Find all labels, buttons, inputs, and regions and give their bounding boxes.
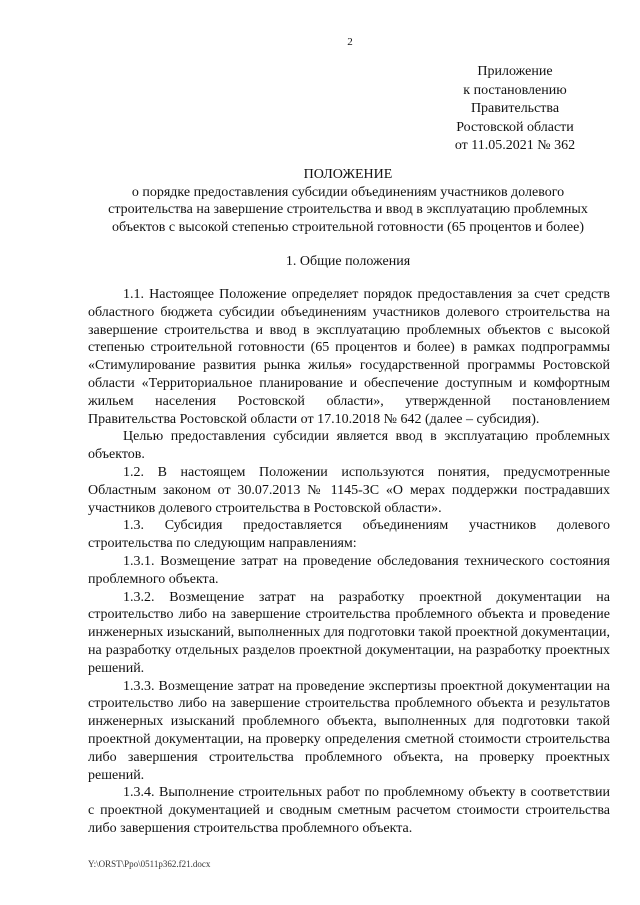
section-heading: 1. Общие положения [285,254,411,269]
page-number: 2 [347,36,353,48]
annex-line: к постановлению [463,82,567,98]
annex-line: Приложение [477,64,553,79]
paragraph-1-1: 1.1. Настоящее Положение определяет порядок предоставления за счет средств областного бюджета субсидии объединениям участников долевого строительства на завершение строительства и ввод в эксплуатацию проблемных объектов с высокой степенью строительной готовности (65 процентов и более) в рамках подпрограммы «Стимулирование развития рынка жилья» государственной программы Ростовской области «Территориальное планирование и обеспечение доступным и комфортным жильем населения Ростовской области», утвержденной постановлением Правительства Ростовской области от 17.10.2018 № 642 (далее – субсидия). [88,287,610,427]
body-text [88,286,610,838]
paragraph-1-3-1: 1.3.1. Возмещение затрат на проведение обследования технического состояния проблемного объекта. [88,553,610,587]
paragraph-1-3-4: 1.3.4. Выполнение строительных работ по проблемному объекту в соответствии с проектной документацией и сводным сметным расчетом стоимости строительства либо завершения строительства проблемного объекта. [88,785,610,836]
paragraph-1-2: 1.2. В настоящем Положении используются понятия, предусмотренные Областным законом от 30.07.2013 № 1145-ЗС «О мерах поддержки пострадавших участников долевого строительства в Ростовской области». [88,464,610,516]
document-title-block [88,166,608,236]
annex-line: Ростовской области [456,119,574,135]
annex-line: от 11.05.2021 № 362 [454,138,576,153]
paragraph-1-3-3: 1.3.3. Возмещение затрат на проведение экспертизы проектной документации на строительство либо на завершение строительства проблемного объекта и результатов инженерных изысканий проблемного объекта, выполненных для подготовки такой проектной документации, на проверку определения сметной стоимости строительства либо завершения строительства проблемного объекта, на проверку проектных решений. [88,678,610,783]
footer-file-path: Y:\ORST\Ppo\0511p362.f21.docx [88,859,211,869]
document-subtitle: о порядке предоставления субсидии объединениям участников долевого строительства на завершение строительства и ввод в эксплуатацию проблемных объектов с высокой степенью строительной готовности (65 процентов и более) [108,184,588,235]
paragraph-1-3-2: 1.3.2. Возмещение затрат на разработку проектной документации на строительство либо на завершение строительства проблемного объекта и проведение инженерных изысканий, выполненных для подготовки такой проектной документации, на разработку отдельных разделов проектной документации, на разработку проектных решений. [88,589,610,676]
annex-block [435,63,595,156]
document-title: ПОЛОЖЕНИЕ [303,167,393,182]
paragraph-purpose: Целью предоставления субсидии является ввод в эксплуатацию проблемных объектов. [88,429,610,463]
annex-line: Правительства [470,101,560,116]
paragraph-1-3: 1.3. Субсидия предоставляется объединениям участников долевого строительства по следующим направлениям: [88,518,610,552]
